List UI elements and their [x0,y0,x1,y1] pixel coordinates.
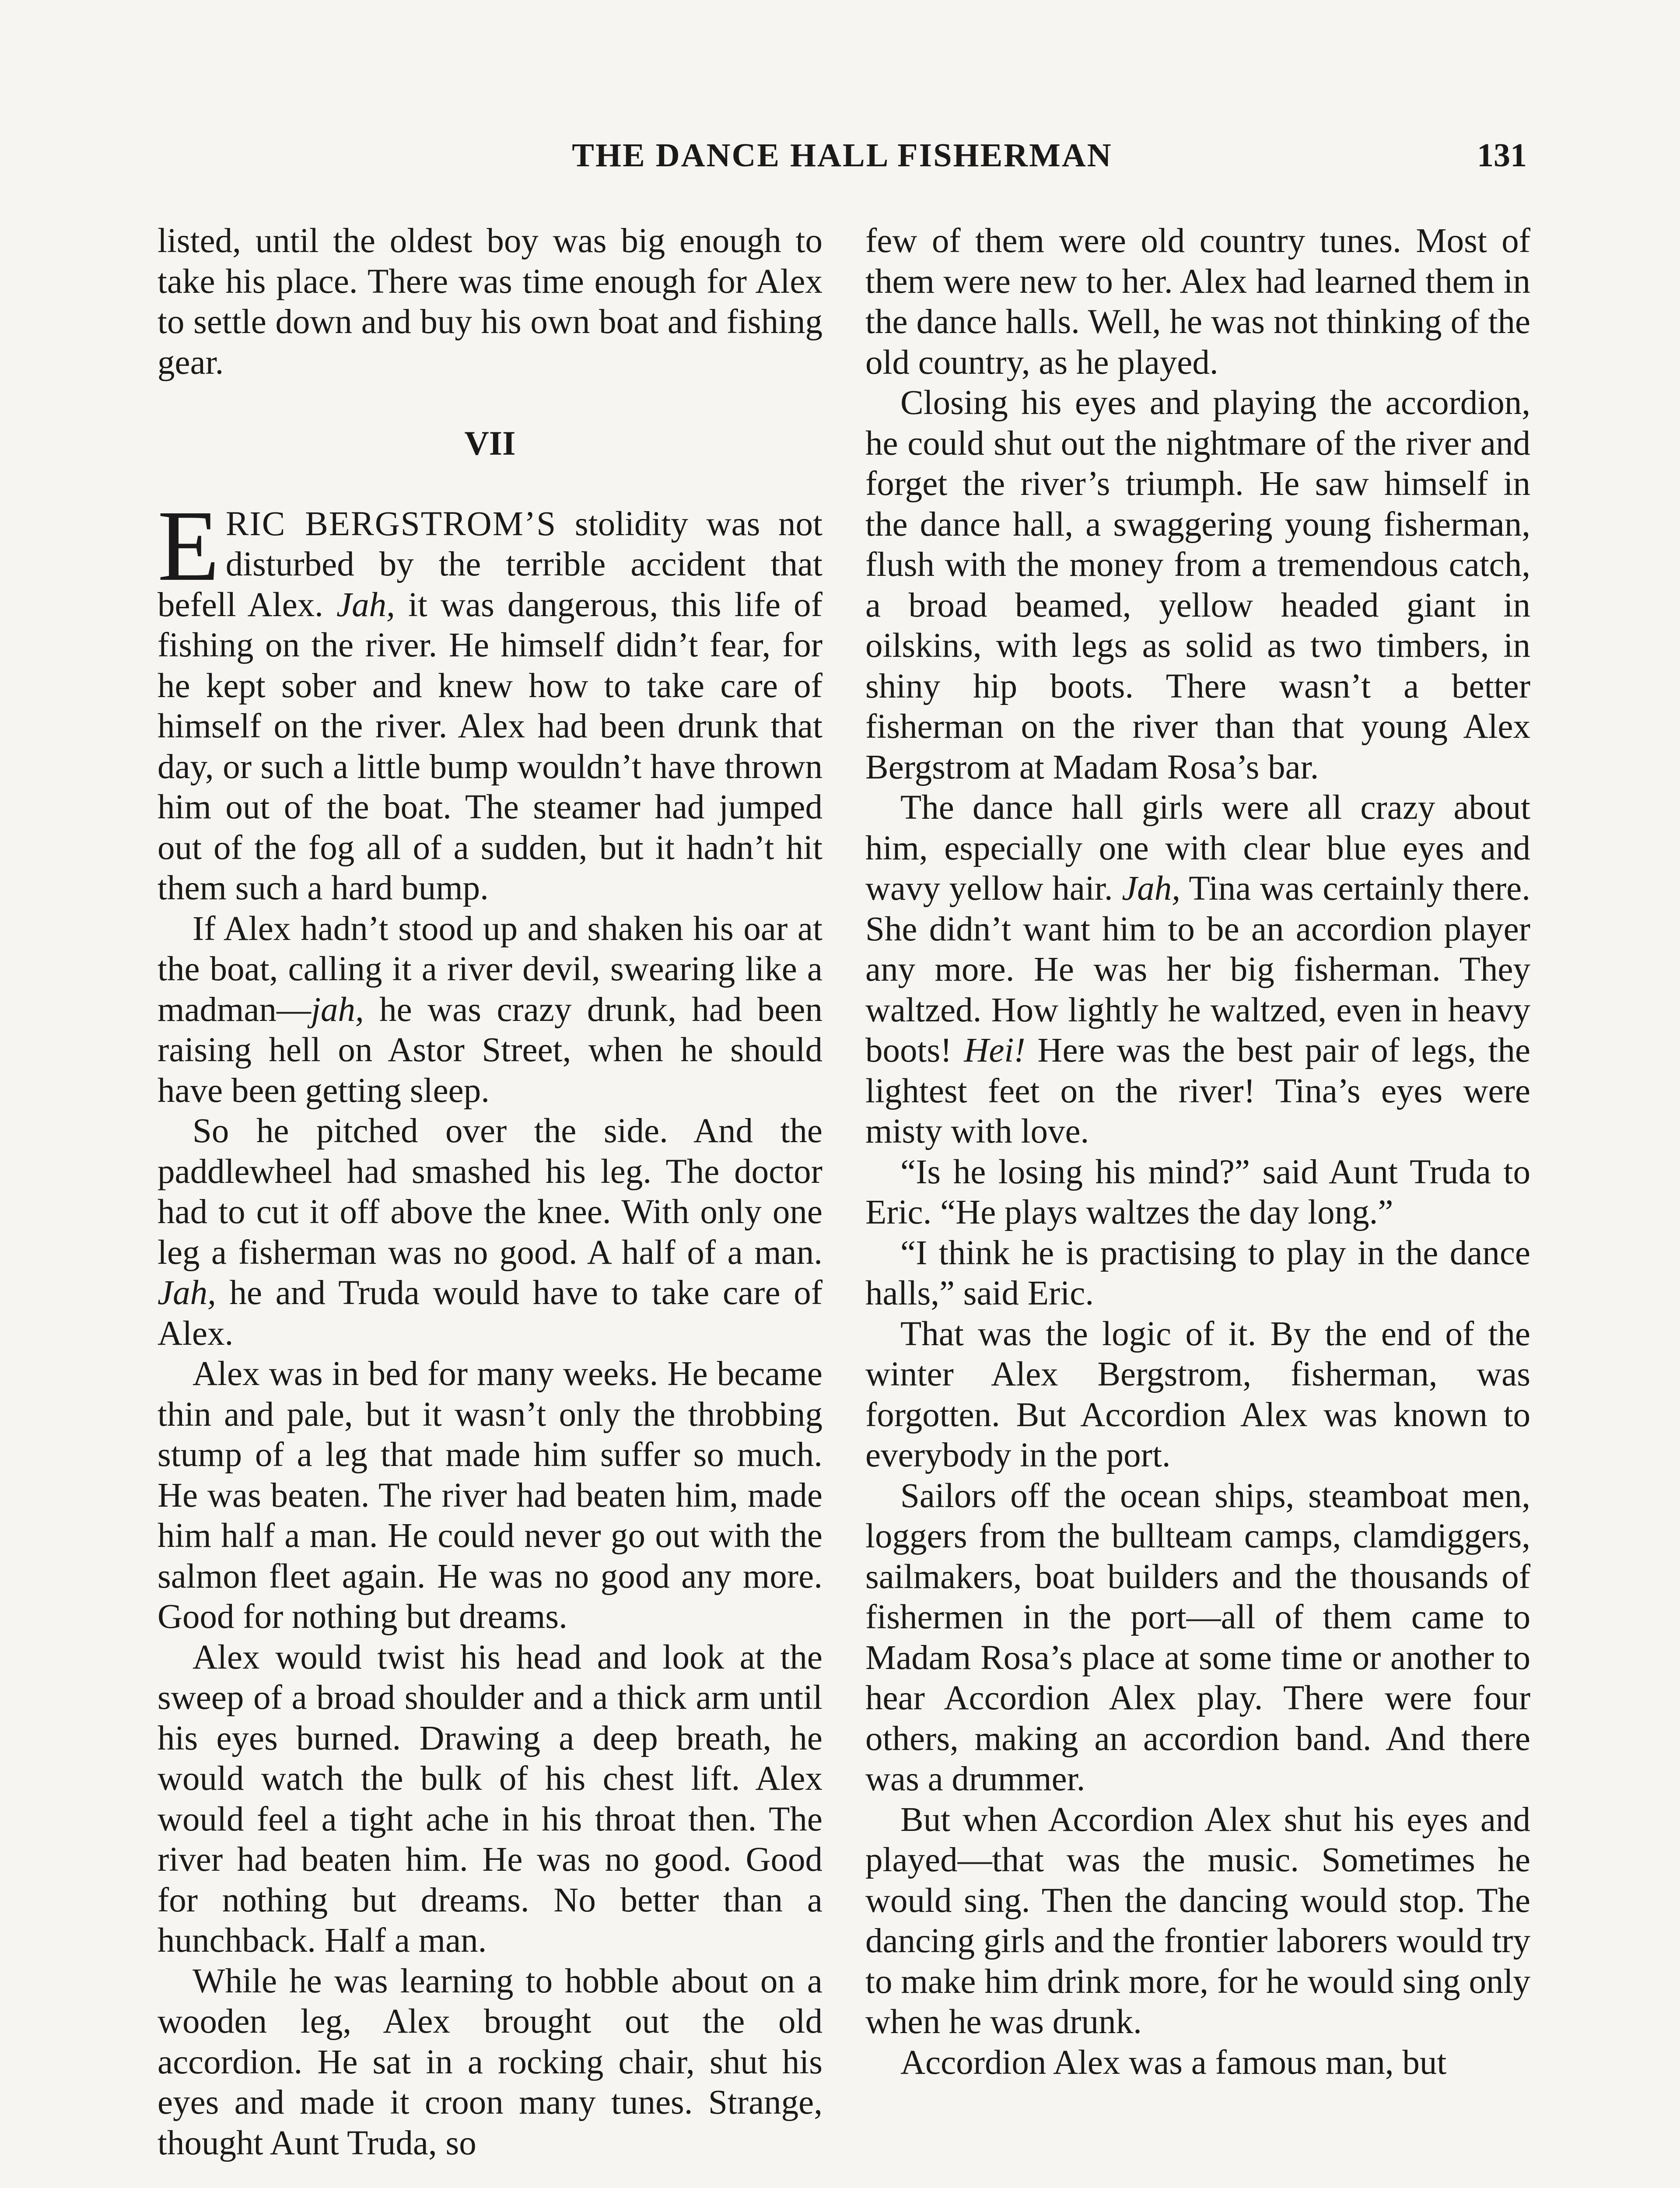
paragraph: “I think he is practising to play in the dance halls,” said Eric. [865,1234,1530,1312]
italic-word: Jah, [1122,870,1181,908]
paragraph-continued: listed, until the oldest boy was big enough to take his place. There was time enough for Alex to settle down and buy his own boat and fishing gear. [158,222,822,382]
running-title: THE DANCE HALL FISHERMAN [572,137,1113,174]
text-run: Here was the best pair of legs, the lightest feet on the river! Tina’s eyes were misty with love. [865,1031,1530,1150]
running-head [158,131,1527,179]
opening-caps: RIC BERGSTROM’S [225,505,557,543]
paragraph: Accordion Alex was a famous man, but [900,2043,1447,2082]
italic-word: Jah, [336,586,395,624]
paragraph: Sailors off the ocean ships, steamboat men, loggers from the bullteam camps, clamdiggers, sailmakers, boat builders and the thousands of fishermen in the port—all of them came to Madam Rosa’s place at some time or another to hear Accordion Alex play. There were four others, making an accordion band. And there was a drummer. [865,1476,1530,1798]
paragraph: While he was learning to hobble about on a wooden leg, Alex brought out the old accordion. He sat in a rocking chair, shut his eyes and made it croon many tunes. Strange, thought Aunt Truda, so [158,1962,822,2162]
paragraph: But when Accordion Alex shut his eyes and played—that was the music. Sometimes he would sing. Then the dancing would stop. The dancing girls and the frontier laborers would try to make him drink more, for he would sing only when he was drunk. [865,1800,1530,2041]
section-heading: VII [464,424,516,462]
paragraph: “Is he losing his mind?” said Aunt Truda to Eric. “He plays waltzes the day long.” [865,1153,1530,1231]
text-run: Tina was certainly there. She didn’t want him to be an accordion player any more. He was her big fisherman. They waltzed. How lightly he waltzed, even in heavy boots! [865,870,1530,1069]
paragraph: Alex would twist his head and look at the sweep of a broad shoulder and a thick arm until his eyes burned. Drawing a deep breath, he would watch the bulk of his chest lift. Alex would feel a tight ache in his throat then. The river had beaten him. He was no good. Good for nothing but dreams. No better than a hunchback. Half a man. [158,1638,822,1960]
text-run: So he pitched over the side. And the paddlewheel had smashed his leg. The doctor had to cut it off above the knee. With only one leg a fisherman was no good. A half of a man. [158,1112,822,1272]
text-run: The dance hall girls were all crazy about him, especially one with clear blue eyes and wavy yellow hair. [865,789,1530,908]
italic-word: jah, [311,990,364,1029]
text-run: If Alex hadn’t stood up and shaken his oar at the boat, calling it a river devil, swearing like a madman— [158,909,822,1029]
text-run: he was crazy drunk, had been raising hell on Astor Street, when he should have been getting sleep. [158,990,822,1110]
left-column [158,221,822,2163]
text-run: stolidity was not disturbed by the terrible accident that befell Alex. [158,505,823,624]
paragraph [158,1111,822,1354]
paragraph: That was the logic of it. By the end of the winter Alex Bergstrom, fisherman, was forgotten. But Accordion Alex was known to everybody in the port. [865,1315,1530,1474]
text-run: it was dangerous, this life of fishing on the river. He himself didn’t fear, for he kept sober and knew how to take care of himself on the river. Alex had been drunk that day, or such a little bump wouldn’t have thrown him out of the boat. The steamer had jumped out of the fog all of a sudden, but it hadn’t hit them such a hard bump. [158,586,822,907]
text-run: he and Truda would have to take care of Alex. [158,1274,822,1353]
italic-word: Jah, [158,1274,216,1312]
page-number: 131 [1477,137,1527,174]
paragraph: Closing his eyes and playing the accordion, he could shut out the nightmare of the river and forget the river’s triumph. He saw himself in the dance hall, a swaggering young fisherman, flush with the money from a tremendous catch, a broad beamed, yellow headed giant in oilskins, with legs as solid as two timbers, in shiny hip boots. There wasn’t a better fisherman on the river than that young Alex Bergstrom at Madam Rosa’s bar. [865,384,1530,786]
paragraph: Alex was in bed for many weeks. He became thin and pale, but it wasn’t only the throbbing stump of a leg that made him suffer so much. He was beaten. The river had beaten him, made him half a man. He could never go out with the salmon fleet again. He was no good any more. Good for nothing but dreams. [158,1355,822,1636]
opening-paragraph [158,489,823,909]
italic-word: Hei! [964,1031,1026,1069]
drop-cap: E [158,489,220,602]
paragraph [865,788,1530,1152]
right-column [865,221,1530,2083]
paragraph-continued: few of them were old country tunes. Most of them were new to her. Alex had learned them in the dance halls. Well, he was not thinking of the old country, as he played. [865,222,1530,382]
paragraph [158,909,822,1112]
